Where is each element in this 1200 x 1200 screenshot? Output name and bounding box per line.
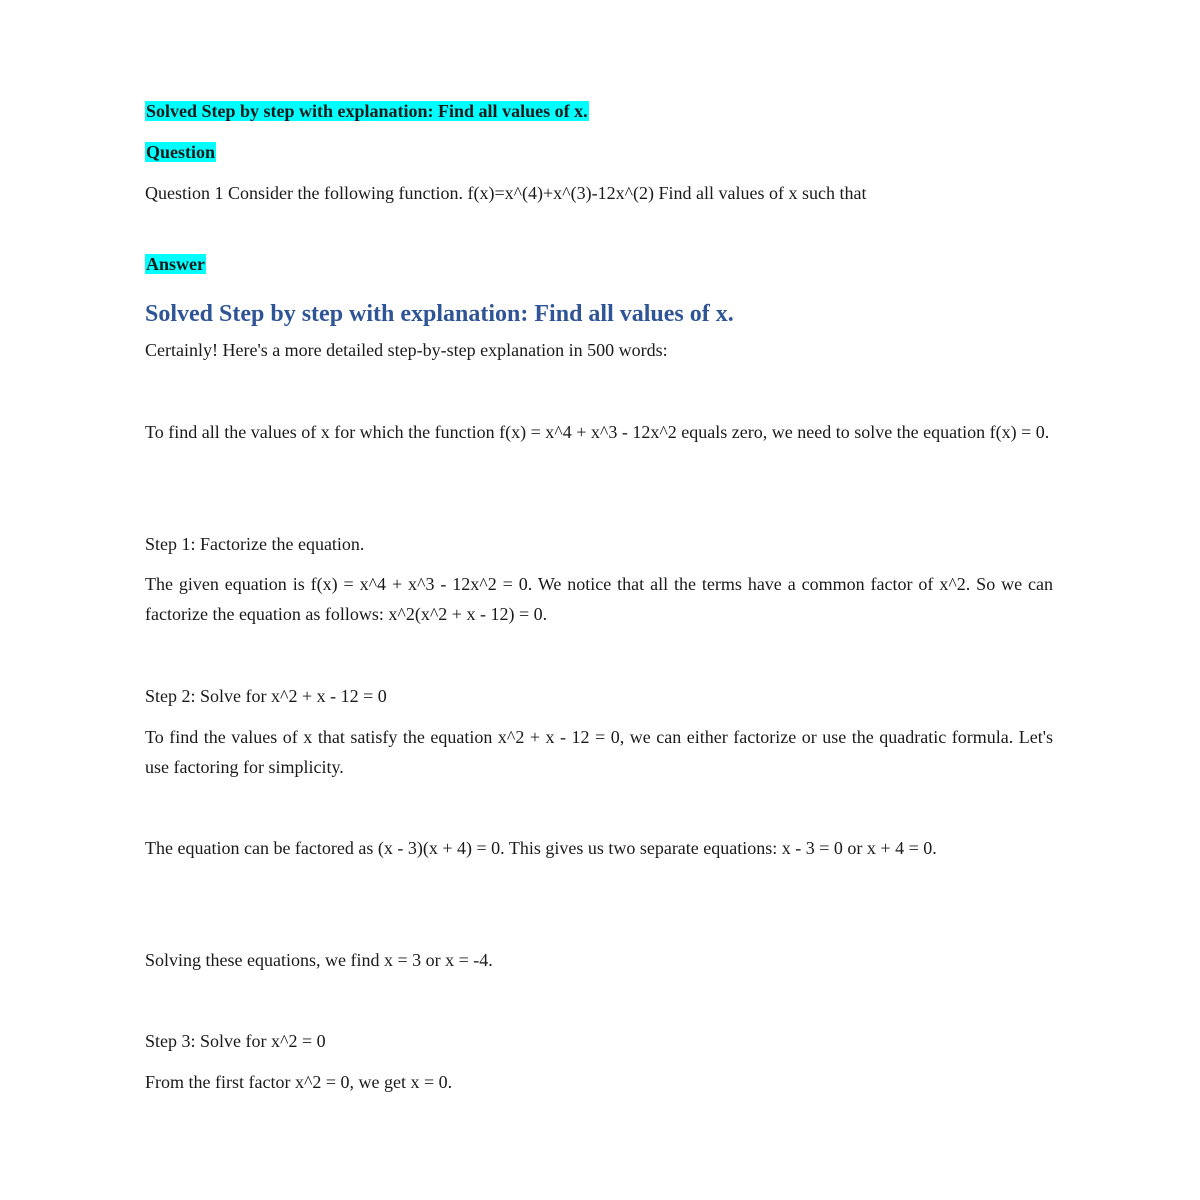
answer-label-block: [145, 253, 206, 275]
question-text: Question 1 Consider the following function. f(x)=x^(4)+x^(3)-12x^(2) Find all values of x such that: [145, 183, 867, 203]
answer-heading: Solved Step by step with explanation: Find all values of x.: [145, 301, 734, 327]
question-text-block: [145, 179, 1053, 209]
answer-label: Answer: [146, 254, 205, 274]
factored-text-block: [145, 834, 1053, 864]
solving-text-block: [145, 946, 1053, 976]
step3-text: From the first factor x^2 = 0, we get x = 0.: [145, 1072, 453, 1092]
solving-text: Solving these equations, we find x = 3 or x = -4.: [145, 950, 493, 970]
step3-text-block: [145, 1068, 1053, 1098]
step2-text: To find the values of x that satisfy the equation x^2 + x - 12 = 0, we can either factorize or use the quadratic formula. Let's use factoring for simplicity.: [145, 727, 1053, 777]
top-title-block: [145, 100, 589, 122]
find-paragraph: To find all the values of x for which the function f(x) = x^4 + x^3 - 12x^2 equals zero, we need to solve the equation f(x) = 0.: [145, 422, 1050, 442]
step1-title-block: [145, 530, 1053, 560]
step3-title-block: [145, 1027, 1053, 1057]
top-title: Solved Step by step with explanation: Find all values of x.: [146, 101, 588, 121]
find-paragraph-block: [145, 418, 1053, 448]
step2-title-block: [145, 682, 1053, 712]
question-label: Question: [146, 142, 216, 162]
intro-block: [145, 336, 1053, 366]
step2-text-block: [145, 723, 1053, 782]
intro-text: Certainly! Here's a more detailed step-by-step explanation in 500 words:: [145, 340, 668, 360]
question-label-block: [145, 141, 216, 163]
step2-title: Step 2: Solve for x^2 + x - 12 = 0: [145, 686, 387, 706]
step1-title: Step 1: Factorize the equation.: [145, 534, 365, 554]
step1-text-block: [145, 570, 1053, 629]
factored-text: The equation can be factored as (x - 3)(x + 4) = 0. This gives us two separate equations: x - 3 = 0 or x + 4 = 0.: [145, 838, 937, 858]
step3-title: Step 3: Solve for x^2 = 0: [145, 1031, 326, 1051]
step1-text: The given equation is f(x) = x^4 + x^3 - 12x^2 = 0. We notice that all the terms have a common factor of x^2. So we can factorize the equation as follows: x^2(x^2 + x - 12) = 0.: [145, 574, 1053, 624]
